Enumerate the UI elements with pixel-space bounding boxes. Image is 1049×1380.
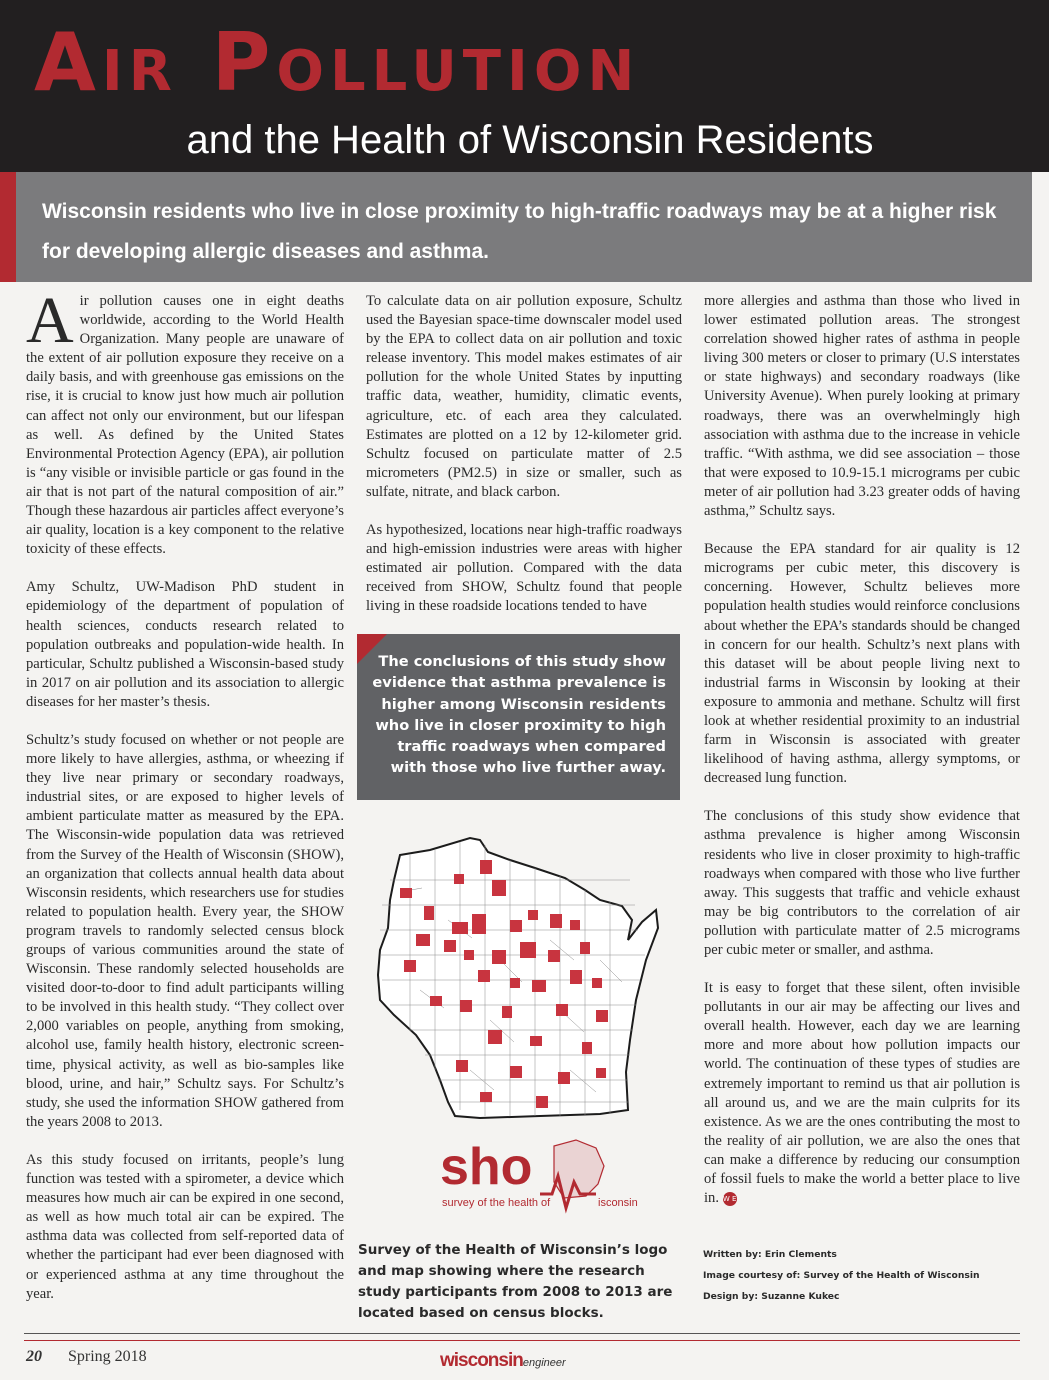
article-paragraph: As this study focused on irritants, people’s lung function was tested with a spirometer, a device which measures how much air can be expired in one second, as well as how much total air can be expired. The asthma data was collected from self-reported data of whether the participant had ever been diagnosed with or experienced asthma at any time throughout the year. [26, 1151, 344, 1302]
intro-banner-text: Wisconsin residents who live in close proximity to high-traffic roadways may be at a higher risk for developing allergic diseases and asthma. [42, 200, 997, 263]
article-paragraph: Because the EPA standard for air quality is 12 micrograms per cubic meter, this discovery is concerning. However, Schultz believes more population health studies would reinforce conclusions about whether the EPA’s standards should be changed in concern for our health. Schultz’s next plans with this dataset will be about people living next to industrial farms in Wisconsin by looking at their exposure to ammonia and methane. Schultz will first look at whether residential proximity to an industrial farm in Wisconsin is associated with greater likelihood of having asthma, allergy symptoms, or decreased lung function. [704, 541, 1020, 787]
magazine-logo-main: wisconsin [440, 1350, 523, 1371]
article-paragraph: Amy Schultz, UW-Madison PhD student in epidemiology of the department of population of health sciences, conducts research related to population outbreaks and population-wide health. In particular, Schultz published a Wisconsin-based study in 2017 on air pollution and its association to allergic diseases for her master’s thesis. [26, 579, 344, 710]
magazine-logo-sub: engineer [522, 1357, 566, 1369]
paragraph-text: ir pollution causes one in eight deaths worldwide, according to the World Health Organization. Many people are unaware of the extent of air pollution exposure they receive on a daily basis, and with greenhouse gas emissions on the rise, it is crucial to know just how much air pollution can affect not only our environment, but our lifespan as well. As defined by the United States Environmental Protection Agency (EPA), air pollution is “any visible or invisible particle or gas found in the air that is not part of the natural composition of air.” Though these hazardous air particles affect everyone’s air quality, location is a key component to the relative toxicity of these effects. [26, 293, 344, 558]
article-paragraph: The conclusions of this study show evidence that asthma prevalence is higher among Wisconsin residents who live in closer proximity to high-traffic roadways when compared with those who live further away. This suggests that traffic and vehicle exhaust may be big contributors to the correlation of air pollution with particulate matter of 2.5 micrograms per cubic meter or smaller, and asthma. [704, 808, 1020, 958]
footer-divider-accent [24, 1340, 1020, 1341]
credits-block [703, 1244, 1023, 1307]
article-paragraph [704, 979, 1020, 1208]
show-logo-word: sho [440, 1138, 533, 1196]
end-mark-icon: W E [723, 1192, 737, 1206]
credit-writer: Written by: Erin Clements [703, 1249, 837, 1260]
article-column-2 [366, 292, 682, 636]
article-paragraph: Schultz’s study focused on whether or not people are more likely to have allergies, asthma, or wheezing if they live near primary or secondary roadways, industrial sites, or are exposed to higher levels of ambient particulate matter as measured by the EPA. The Wisconsin-wide population data was retrieved from the Survey of the Health of Wisconsin (SHOW), an organization that collects annual health data about Wisconsin residents, which researchers use for studies related to population health. Every year, the SHOW program travels to randomly selected census block groups of various communities around the state of Wisconsin. These randomly selected households are visited door-to-door to find adult participants willing to be involved in this health study. “They collect over 2,000 variables on people, anything from smoking, alcohol use, family health history, electronic screen-time, physical activity, as well as bio-samples like blood, urine, and hair,” Schultz says. For Schultz’s study, she used the information SHOW gathered from the years 2008 to 2013. [26, 731, 344, 1130]
show-logo [436, 1136, 646, 1216]
paragraph-text: It is easy to forget that these silent, often invisible pollutants in our air may be affecting our lives and overall health. However, each day we are learning more and more about how pollution impacts our world. The continuation of these types of studies are extremely important to remind us that air pollution is all around us, and we are the main culprits for its existence. As we are the ones contributing the most to the reality of air pollution, we are also the ones that can make a difference by reducing our consumption of fossil fuels to make the world a better place to live in. [704, 980, 1020, 1207]
article-paragraph: To calculate data on air pollution exposure, Schultz used the Bayesian space-time downscaler model used by the EPA to collect data on air pollution and toxic release inventory. This model makes estimates of air pollution for the whole United States by inputting traffic data, weather, humidity, climatic events, agriculture, etc. of each area they calculated. Estimates are plotted on a 12 by 12-kilometer grid. Schultz focused on particulate matter of 2.5 micrometers (PM2.5) in size or smaller, such as sulfate, nitrate, and black carbon. [366, 293, 682, 500]
page-number: 20 [26, 1348, 42, 1365]
drop-cap: A [26, 284, 74, 357]
article-column-3 [704, 292, 1020, 1227]
show-logo-tagline-left: survey of the health of [442, 1197, 551, 1209]
wisconsin-map [360, 810, 680, 1140]
pull-quote-text: The conclusions of this study show evidence that asthma prevalence is higher among Wisconsin residents who live in closer proximity to high traffic roadways when compared with those who live further away. [372, 653, 666, 777]
article-paragraph [26, 284, 344, 559]
page-subtitle: and the Health of Wisconsin Residents [186, 118, 874, 162]
figure-caption: Survey of the Health of Wisconsin’s logo and map showing where the research study participants from 2008 to 2013 are located based on census blocks. [358, 1242, 673, 1321]
magazine-logo [440, 1350, 580, 1380]
banner-accent-bar [0, 172, 16, 282]
show-logo-tagline-right: isconsin [598, 1197, 638, 1209]
page-title: Air Pollution [34, 16, 641, 109]
credit-design: Design by: Suzanne Kukec [703, 1291, 840, 1302]
article-column-1 [26, 284, 344, 1323]
credit-image: Image courtesy of: Survey of the Health of Wisconsin [703, 1270, 980, 1281]
article-paragraph: As hypothesized, locations near high-traffic roadways and high-emission industries were areas with higher estimated air pollution. Compared with the data received from SHOW, Schultz found that people living in these roadside locations tended to have [366, 522, 682, 615]
footer-divider [24, 1333, 1020, 1334]
article-paragraph: more allergies and asthma than those who lived in lower estimated pollution areas. The strongest correlation showed higher rates of asthma in people living 300 meters or closer to primary (U.S interstates or state highways) and secondary roadways (like University Avenue). When purely looking at primary roadways, there was an overwhelmingly high association with asthma due to the increase in vehicle traffic. “With asthma, we did see association – those that were exposed to 10.9-15.1 micrograms per cubic meter of air pollution had 3.23 greater odds of having asthma,” Schultz says. [704, 293, 1020, 520]
issue-season: Spring 2018 [68, 1348, 147, 1365]
